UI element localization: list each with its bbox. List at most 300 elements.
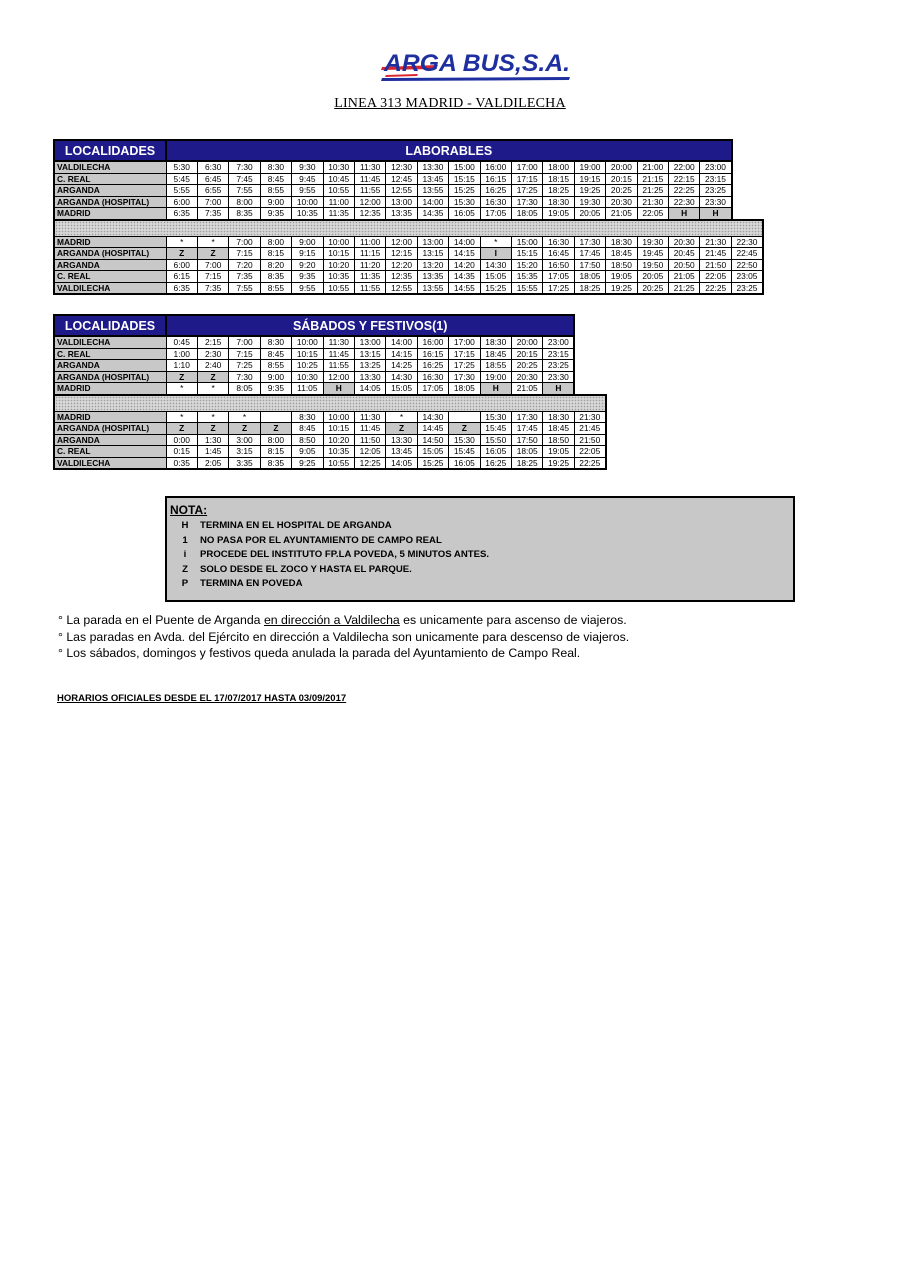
time-cell: 10:00 bbox=[292, 336, 323, 348]
time-cell: 13:30 bbox=[354, 371, 385, 383]
time-cell: Z bbox=[260, 423, 291, 435]
footnotes bbox=[58, 612, 629, 662]
page-title: LINEA 313 MADRID - VALDILECHA bbox=[334, 96, 566, 111]
time-cell: 14:25 bbox=[386, 360, 417, 372]
nota-title: NOTA: bbox=[170, 503, 208, 517]
nota-box bbox=[165, 496, 795, 602]
time-cell: 15:55 bbox=[511, 282, 542, 294]
time-cell: 20:30 bbox=[669, 236, 700, 248]
time-cell: 7:00 bbox=[197, 259, 228, 271]
nota-text: SOLO DESDE EL ZOCO Y HASTA EL PARQUE. bbox=[200, 564, 412, 575]
time-cell: 18:25 bbox=[574, 282, 605, 294]
time-cell: * bbox=[166, 411, 197, 423]
time-cell: 14:30 bbox=[480, 259, 511, 271]
time-cell: 10:20 bbox=[323, 434, 354, 446]
stop-name: VALDILECHA bbox=[54, 457, 166, 469]
time-cell: 10:00 bbox=[323, 236, 354, 248]
time-cell: 16:05 bbox=[449, 208, 480, 220]
time-cell: 7:30 bbox=[229, 371, 260, 383]
schedule-row bbox=[54, 348, 606, 360]
stop-name: C. REAL bbox=[54, 348, 166, 360]
time-cell: 13:30 bbox=[386, 434, 417, 446]
time-cell: 17:25 bbox=[511, 185, 542, 197]
time-cell: 11:00 bbox=[354, 236, 385, 248]
festivos-table bbox=[53, 314, 607, 470]
time-cell: 9:35 bbox=[260, 383, 291, 395]
time-cell: 2:40 bbox=[197, 360, 228, 372]
time-cell: 20:15 bbox=[606, 173, 637, 185]
stop-name: C. REAL bbox=[54, 271, 166, 283]
time-cell: 0:35 bbox=[166, 457, 197, 469]
time-cell: 14:00 bbox=[417, 196, 448, 208]
time-cell: 8:45 bbox=[260, 348, 291, 360]
time-cell: 10:20 bbox=[323, 259, 354, 271]
time-cell: 23:25 bbox=[543, 360, 574, 372]
time-cell: 17:30 bbox=[449, 371, 480, 383]
time-cell: 1:45 bbox=[197, 446, 228, 458]
time-cell: 7:30 bbox=[229, 161, 260, 173]
time-cell: 10:30 bbox=[292, 371, 323, 383]
time-cell: 16:15 bbox=[417, 348, 448, 360]
time-cell: 3:35 bbox=[229, 457, 260, 469]
time-cell: 6:35 bbox=[166, 208, 197, 220]
time-cell: 15:15 bbox=[449, 173, 480, 185]
time-cell: 17:05 bbox=[543, 271, 574, 283]
time-cell: 12:35 bbox=[386, 271, 417, 283]
time-cell: 8:55 bbox=[260, 360, 291, 372]
time-cell: H bbox=[480, 383, 511, 395]
time-cell: 18:50 bbox=[606, 259, 637, 271]
time-cell: 9:05 bbox=[292, 446, 323, 458]
time-cell: 15:45 bbox=[480, 423, 511, 435]
direction-separator bbox=[54, 395, 606, 412]
time-cell: 15:05 bbox=[417, 446, 448, 458]
time-cell: 16:25 bbox=[480, 185, 511, 197]
time-cell: 12:15 bbox=[386, 248, 417, 260]
stop-name: ARGANDA (HOSPITAL) bbox=[54, 248, 166, 260]
time-cell: 8:20 bbox=[260, 259, 291, 271]
schedule-row bbox=[54, 196, 763, 208]
time-cell: 7:35 bbox=[229, 271, 260, 283]
nota-text: TERMINA EN EL HOSPITAL DE ARGANDA bbox=[200, 520, 392, 531]
time-cell: H bbox=[323, 383, 354, 395]
time-cell: 21:00 bbox=[637, 161, 668, 173]
time-cell: 9:55 bbox=[292, 185, 323, 197]
time-cell: 18:45 bbox=[480, 348, 511, 360]
time-cell: 13:00 bbox=[386, 196, 417, 208]
time-cell: 8:35 bbox=[229, 208, 260, 220]
time-cell: 22:30 bbox=[732, 236, 763, 248]
time-cell: 23:30 bbox=[543, 371, 574, 383]
time-cell: 10:15 bbox=[292, 348, 323, 360]
time-cell: 8:15 bbox=[260, 248, 291, 260]
time-cell: 16:05 bbox=[480, 446, 511, 458]
time-cell: 13:15 bbox=[354, 348, 385, 360]
time-cell: * bbox=[480, 236, 511, 248]
nota-key: i bbox=[183, 549, 187, 560]
time-cell: 16:30 bbox=[417, 371, 448, 383]
schedule-row bbox=[54, 208, 763, 220]
time-cell: 19:00 bbox=[574, 161, 605, 173]
time-cell: * bbox=[166, 383, 197, 395]
time-cell: 12:55 bbox=[386, 185, 417, 197]
time-cell: 7:00 bbox=[197, 196, 228, 208]
time-cell: 7:20 bbox=[229, 259, 260, 271]
time-cell: 14:20 bbox=[449, 259, 480, 271]
time-cell: 8:50 bbox=[292, 434, 323, 446]
stop-name: C. REAL bbox=[54, 173, 166, 185]
time-cell: 14:05 bbox=[386, 457, 417, 469]
schedule-row bbox=[54, 173, 763, 185]
time-cell: 20:25 bbox=[511, 360, 542, 372]
time-cell: 16:30 bbox=[543, 236, 574, 248]
time-cell: 7:15 bbox=[229, 348, 260, 360]
time-cell: 20:00 bbox=[511, 336, 542, 348]
time-cell: 19:25 bbox=[543, 457, 574, 469]
time-cell: 18:55 bbox=[480, 360, 511, 372]
time-cell: 17:00 bbox=[511, 161, 542, 173]
time-cell: 14:45 bbox=[417, 423, 448, 435]
time-cell: 0:45 bbox=[166, 336, 197, 348]
time-cell: 14:15 bbox=[386, 348, 417, 360]
time-cell: 23:15 bbox=[700, 173, 732, 185]
time-cell: 18:15 bbox=[543, 173, 574, 185]
time-cell: 21:25 bbox=[637, 185, 668, 197]
time-cell: 11:35 bbox=[354, 271, 385, 283]
time-cell: 8:35 bbox=[260, 271, 291, 283]
time-cell: 19:05 bbox=[606, 271, 637, 283]
time-cell: 8:00 bbox=[260, 434, 291, 446]
time-cell: Z bbox=[197, 371, 228, 383]
time-cell: 10:15 bbox=[323, 423, 354, 435]
time-cell: 7:45 bbox=[229, 173, 260, 185]
time-cell: 10:25 bbox=[292, 360, 323, 372]
time-cell: 10:55 bbox=[323, 457, 354, 469]
time-cell: 15:05 bbox=[480, 271, 511, 283]
time-cell: 20:50 bbox=[669, 259, 700, 271]
time-cell: H bbox=[543, 383, 574, 395]
time-cell: 20:25 bbox=[637, 282, 668, 294]
time-cell: 11:55 bbox=[323, 360, 354, 372]
schedule-row bbox=[54, 185, 763, 197]
time-cell: 6:30 bbox=[197, 161, 228, 173]
time-cell: H bbox=[669, 208, 700, 220]
time-cell: 22:00 bbox=[669, 161, 700, 173]
time-cell: Z bbox=[449, 423, 480, 435]
time-cell: 12:00 bbox=[386, 236, 417, 248]
time-cell: 11:00 bbox=[323, 196, 354, 208]
time-cell: 7:25 bbox=[229, 360, 260, 372]
time-cell: 23:15 bbox=[543, 348, 574, 360]
time-cell: 23:30 bbox=[700, 196, 732, 208]
time-cell: 10:15 bbox=[323, 248, 354, 260]
time-cell: 18:50 bbox=[543, 434, 574, 446]
time-cell: 6:55 bbox=[197, 185, 228, 197]
time-cell: 9:25 bbox=[292, 457, 323, 469]
time-cell: 11:20 bbox=[354, 259, 385, 271]
schedule-row bbox=[54, 446, 606, 458]
time-cell: 15:25 bbox=[480, 282, 511, 294]
time-cell: 3:00 bbox=[229, 434, 260, 446]
time-cell: 15:25 bbox=[417, 457, 448, 469]
time-cell: 7:15 bbox=[197, 271, 228, 283]
stop-name: ARGANDA bbox=[54, 434, 166, 446]
time-cell: 19:50 bbox=[637, 259, 668, 271]
nota-key: Z bbox=[182, 564, 188, 575]
time-cell: 9:55 bbox=[292, 282, 323, 294]
time-cell: 15:30 bbox=[449, 434, 480, 446]
time-cell: 11:15 bbox=[354, 248, 385, 260]
time-cell: 23:00 bbox=[543, 336, 574, 348]
time-cell: 1:00 bbox=[166, 348, 197, 360]
time-cell bbox=[449, 411, 480, 423]
time-cell: Z bbox=[229, 423, 260, 435]
stop-name: MADRID bbox=[54, 383, 166, 395]
time-cell: 13:00 bbox=[354, 336, 385, 348]
time-cell: 21:50 bbox=[700, 259, 732, 271]
time-cell: 16:25 bbox=[417, 360, 448, 372]
time-cell: 8:30 bbox=[260, 161, 291, 173]
time-cell: 1:10 bbox=[166, 360, 197, 372]
time-cell: 12:00 bbox=[354, 196, 385, 208]
schedule-row bbox=[54, 248, 763, 260]
time-cell: 15:30 bbox=[480, 411, 511, 423]
stop-name: C. REAL bbox=[54, 446, 166, 458]
time-cell: 15:35 bbox=[511, 271, 542, 283]
time-cell: 5:30 bbox=[166, 161, 197, 173]
laborables-table bbox=[53, 139, 764, 295]
time-cell: 13:45 bbox=[417, 173, 448, 185]
time-cell: 8:55 bbox=[260, 282, 291, 294]
time-cell: 10:00 bbox=[323, 411, 354, 423]
direction-separator bbox=[54, 220, 763, 237]
time-cell: 22:15 bbox=[669, 173, 700, 185]
time-cell: 18:25 bbox=[543, 185, 574, 197]
time-cell: 7:00 bbox=[229, 236, 260, 248]
stop-name: ARGANDA (HOSPITAL) bbox=[54, 196, 166, 208]
time-cell: 16:15 bbox=[480, 173, 511, 185]
footnote-3: ° Los sábados, domingos y festivos queda anulada la parada del Ayuntamiento de Campo Real. bbox=[58, 646, 581, 660]
time-cell bbox=[260, 411, 291, 423]
time-cell: 9:35 bbox=[292, 271, 323, 283]
time-cell: 15:15 bbox=[511, 248, 542, 260]
time-cell: 23:25 bbox=[700, 185, 732, 197]
time-cell: 10:35 bbox=[323, 446, 354, 458]
time-cell: 9:35 bbox=[260, 208, 291, 220]
time-cell: 17:00 bbox=[449, 336, 480, 348]
time-cell: 13:55 bbox=[417, 282, 448, 294]
time-cell: 19:30 bbox=[637, 236, 668, 248]
time-cell: 11:30 bbox=[354, 411, 385, 423]
time-cell: 8:30 bbox=[260, 336, 291, 348]
schedule-row bbox=[54, 259, 763, 271]
time-cell: 15:00 bbox=[449, 161, 480, 173]
time-cell: 18:25 bbox=[511, 457, 542, 469]
nota-text: TERMINA EN POVEDA bbox=[200, 578, 303, 589]
schedule-row bbox=[54, 411, 606, 423]
time-cell: 11:05 bbox=[292, 383, 323, 395]
time-cell: 15:05 bbox=[386, 383, 417, 395]
time-cell: 12:55 bbox=[386, 282, 417, 294]
time-cell: 19:00 bbox=[480, 371, 511, 383]
stop-name: VALDILECHA bbox=[54, 161, 166, 173]
time-cell: 11:50 bbox=[354, 434, 385, 446]
time-cell: 13:30 bbox=[417, 161, 448, 173]
footnote-1: ° La parada en el Puente de Arganda en dirección a Valdilecha es unicamente para ascenso de viajeros. bbox=[58, 613, 627, 627]
time-cell: 21:45 bbox=[574, 423, 605, 435]
time-cell: Z bbox=[386, 423, 417, 435]
time-cell: 10:00 bbox=[292, 196, 323, 208]
laborables-title: LABORABLES bbox=[166, 140, 732, 161]
time-cell: 8:15 bbox=[260, 446, 291, 458]
time-cell: 17:05 bbox=[417, 383, 448, 395]
time-cell: 21:05 bbox=[669, 271, 700, 283]
time-cell: 14:00 bbox=[386, 336, 417, 348]
time-cell: 13:15 bbox=[417, 248, 448, 260]
time-cell: 2:05 bbox=[197, 457, 228, 469]
time-cell: 16:00 bbox=[480, 161, 511, 173]
time-cell: 12:35 bbox=[354, 208, 385, 220]
time-cell: 21:05 bbox=[511, 383, 542, 395]
time-cell: 17:25 bbox=[543, 282, 574, 294]
time-cell: 21:50 bbox=[574, 434, 605, 446]
time-cell: 16:05 bbox=[449, 457, 480, 469]
time-cell: 0:15 bbox=[166, 446, 197, 458]
time-cell: 18:30 bbox=[543, 196, 574, 208]
time-cell: 8:05 bbox=[229, 383, 260, 395]
time-cell: 6:35 bbox=[166, 282, 197, 294]
time-cell: 17:30 bbox=[511, 411, 542, 423]
time-cell: 6:00 bbox=[166, 259, 197, 271]
footnote-2: ° Las paradas en Avda. del Ejército en dirección a Valdilecha son unicamente para descenso de viajeros. bbox=[58, 629, 630, 644]
time-cell: 10:35 bbox=[323, 271, 354, 283]
time-cell: 17:25 bbox=[449, 360, 480, 372]
time-cell: Z bbox=[166, 423, 197, 435]
time-cell: 19:45 bbox=[637, 248, 668, 260]
time-cell: 7:15 bbox=[229, 248, 260, 260]
time-cell: 14:30 bbox=[386, 371, 417, 383]
time-cell: 13:35 bbox=[386, 208, 417, 220]
time-cell: 14:35 bbox=[417, 208, 448, 220]
nota-text: NO PASA POR EL AYUNTAMIENTO DE CAMPO REAL bbox=[200, 535, 442, 546]
time-cell: 10:55 bbox=[323, 185, 354, 197]
schedule-row bbox=[54, 282, 763, 294]
time-cell: 18:30 bbox=[480, 336, 511, 348]
time-cell: 16:50 bbox=[543, 259, 574, 271]
time-cell: 20:05 bbox=[574, 208, 605, 220]
localidades-header: LOCALIDADES bbox=[54, 140, 166, 161]
nota-key: P bbox=[181, 578, 189, 589]
time-cell: 19:30 bbox=[574, 196, 605, 208]
time-cell: 17:45 bbox=[511, 423, 542, 435]
time-cell: 17:50 bbox=[511, 434, 542, 446]
schedule-row bbox=[54, 423, 606, 435]
time-cell: 17:15 bbox=[511, 173, 542, 185]
schedule-row bbox=[54, 336, 606, 348]
time-cell: 15:45 bbox=[449, 446, 480, 458]
time-cell: 12:00 bbox=[323, 371, 354, 383]
time-cell: 14:50 bbox=[417, 434, 448, 446]
time-cell: I bbox=[480, 248, 511, 260]
time-cell: 8:35 bbox=[260, 457, 291, 469]
time-cell: 21:30 bbox=[637, 196, 668, 208]
stop-name: ARGANDA (HOSPITAL) bbox=[54, 371, 166, 383]
stop-name: ARGANDA bbox=[54, 259, 166, 271]
time-cell: 19:25 bbox=[606, 282, 637, 294]
stop-name: ARGANDA bbox=[54, 185, 166, 197]
time-cell: 20:30 bbox=[606, 196, 637, 208]
time-cell: 16:45 bbox=[543, 248, 574, 260]
time-cell: 21:30 bbox=[700, 236, 732, 248]
time-cell: 19:05 bbox=[543, 208, 574, 220]
time-cell: 9:45 bbox=[292, 173, 323, 185]
time-cell: 22:25 bbox=[669, 185, 700, 197]
time-cell: Z bbox=[197, 423, 228, 435]
time-cell: 17:05 bbox=[480, 208, 511, 220]
time-cell: 22:05 bbox=[574, 446, 605, 458]
time-cell: 10:35 bbox=[292, 208, 323, 220]
time-cell: 18:05 bbox=[574, 271, 605, 283]
schedule-row bbox=[54, 383, 606, 395]
time-cell: 23:00 bbox=[700, 161, 732, 173]
time-cell: 10:30 bbox=[323, 161, 354, 173]
time-cell: 6:00 bbox=[166, 196, 197, 208]
schedule-row bbox=[54, 271, 763, 283]
svg-text:ARGA BUS,S.A.: ARGA BUS,S.A. bbox=[382, 50, 570, 77]
time-cell: 11:45 bbox=[354, 173, 385, 185]
time-cell: 18:45 bbox=[543, 423, 574, 435]
time-cell: 16:30 bbox=[480, 196, 511, 208]
schedule-row bbox=[54, 457, 606, 469]
time-cell: 13:35 bbox=[417, 271, 448, 283]
time-cell: 21:05 bbox=[606, 208, 637, 220]
time-cell: 5:55 bbox=[166, 185, 197, 197]
time-cell: 13:20 bbox=[417, 259, 448, 271]
time-cell: 14:15 bbox=[449, 248, 480, 260]
time-cell: 14:00 bbox=[449, 236, 480, 248]
time-cell: 21:15 bbox=[637, 173, 668, 185]
time-cell: 20:30 bbox=[511, 371, 542, 383]
time-cell: 22:25 bbox=[700, 282, 732, 294]
time-cell: 9:15 bbox=[292, 248, 323, 260]
time-cell: 12:25 bbox=[354, 457, 385, 469]
time-cell: 6:15 bbox=[166, 271, 197, 283]
time-cell: 22:05 bbox=[700, 271, 732, 283]
time-cell: H bbox=[700, 208, 732, 220]
time-cell: 22:25 bbox=[574, 457, 605, 469]
time-cell: 15:50 bbox=[480, 434, 511, 446]
time-cell: 11:45 bbox=[323, 348, 354, 360]
stop-name: MADRID bbox=[54, 411, 166, 423]
time-cell: 14:55 bbox=[449, 282, 480, 294]
validity-footer: HORARIOS OFICIALES DESDE EL 17/07/2017 HASTA 03/09/2017 bbox=[57, 693, 347, 704]
time-cell: * bbox=[229, 411, 260, 423]
time-cell: 16:00 bbox=[417, 336, 448, 348]
time-cell: 17:30 bbox=[511, 196, 542, 208]
time-cell: 22:30 bbox=[669, 196, 700, 208]
stop-name: VALDILECHA bbox=[54, 282, 166, 294]
time-cell: 22:05 bbox=[637, 208, 668, 220]
time-cell: 12:30 bbox=[386, 161, 417, 173]
time-cell: 3:15 bbox=[229, 446, 260, 458]
time-cell: 18:30 bbox=[543, 411, 574, 423]
time-cell: 9:30 bbox=[292, 161, 323, 173]
time-cell: 2:15 bbox=[197, 336, 228, 348]
time-cell: 18:00 bbox=[543, 161, 574, 173]
time-cell: 22:50 bbox=[732, 259, 763, 271]
time-cell: 21:30 bbox=[574, 411, 605, 423]
nota-key: 1 bbox=[182, 535, 188, 546]
